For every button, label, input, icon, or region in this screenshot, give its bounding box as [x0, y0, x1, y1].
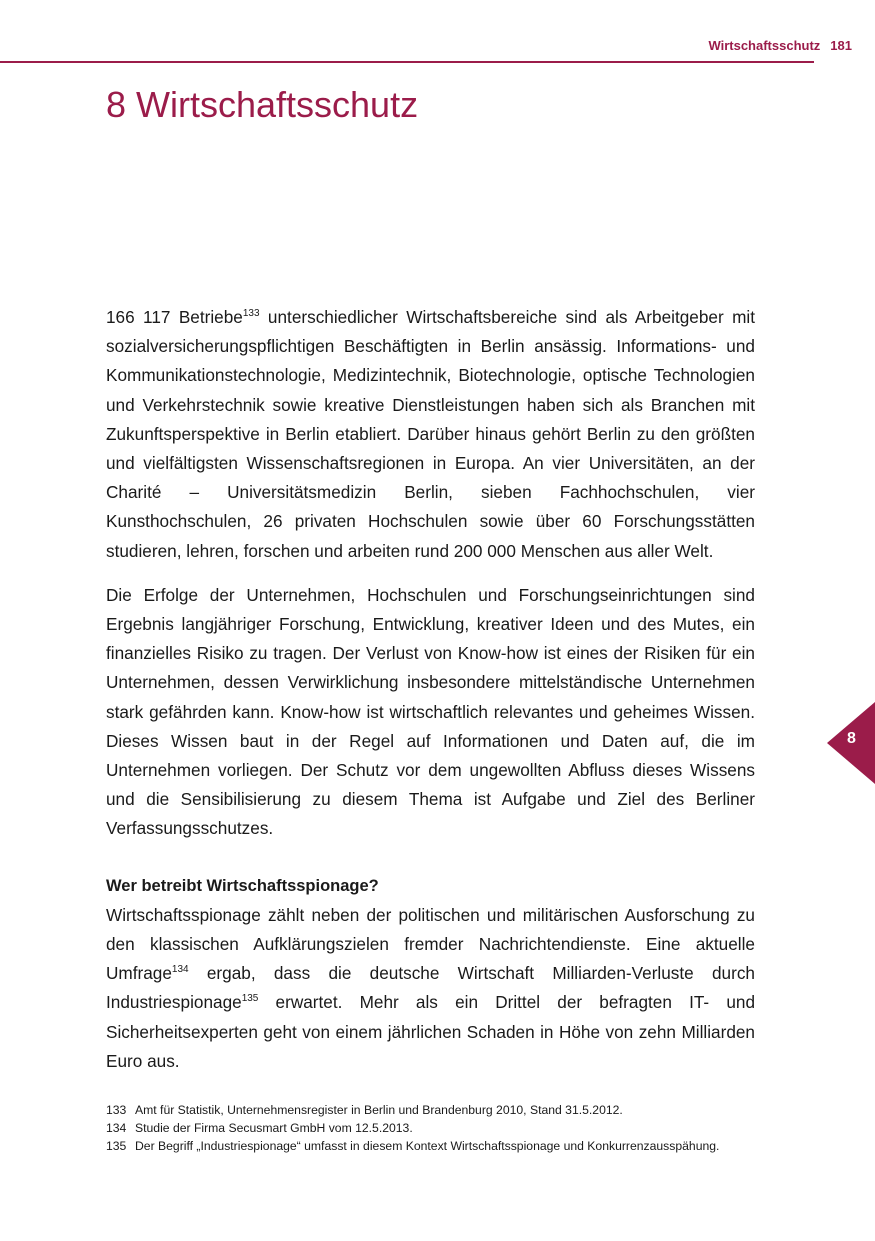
footnote-ref-135[interactable]: 135 — [241, 993, 259, 1005]
running-header — [0, 38, 852, 53]
footnote-text: Studie der Firma Secusmart GmbH vom 12.5.2013. — [135, 1121, 413, 1135]
header-section-title: Wirtschaftsschutz — [708, 38, 821, 53]
paragraph-3-text-a: Wirtschaftsspionage zählt neben der politischen und militärischen Ausforschung zu den klassischen Aufklärungszielen fremder Nachrichtendienste. Eine aktuelle Umfrage — [106, 904, 755, 984]
paragraph-2: Die Erfolge der Unternehmen, Hochschulen und Forschungseinrichtungen sind Ergebnis langjähriger Forschung, Entwicklung, kreativer Ideen und des Mutes, ein finanzielles Risiko zu tragen. Der Verlust von Know-how ist eines der Risiken für ein Unternehmen, dessen Verwirklichung insbesondere mittelständische Unternehmen stark gefährden kann. Know-how ist wirtschaftlich relevantes und geheimes Wissen. Dieses Wissen baut in der Regel auf Informationen und Daten auf, die im Unternehmen vorliegen. Der Schutz vor dem ungewollten Abfluss dieses Wissens und die Sensibilisierung zu diesem Thema ist Aufgabe und Ziel des Berliner Verfassungsschutzes. — [106, 584, 755, 839]
footnote-text: Amt für Statistik, Unternehmensregister in Berlin und Brandenburg 2010, Stand 31.5.2012. — [135, 1103, 623, 1117]
footnote-ref-134[interactable]: 134 — [171, 964, 189, 976]
footnotes — [106, 1101, 766, 1155]
footnote-134 — [106, 1119, 766, 1137]
footnote-number: 134 — [106, 1121, 127, 1135]
paragraph-1 — [106, 303, 755, 566]
header-rule — [0, 61, 814, 63]
paragraph-3-text-c: erwartet. Mehr als ein Drittel der befragten IT- und Sicherheitsexperten geht von einem jährlichen Schaden in Höhe von zehn Milliarden Euro aus. — [106, 992, 755, 1071]
paragraph-1-text-b: unterschiedlicher Wirtschaftsbereiche sind als Arbeitgeber mit sozialversicherungspflichtigen Beschäftigten in Berlin ansässig. Informations- und Kommunikationstechnologie, Medizintechnik, Biotechnologie, optische Technologien und Verkehrstechnik sowie kreative Dienstleistungen haben sich als Branchen mit Zukunftsperspektive in Berlin etabliert. Darüber hinaus gehört Berlin zu den größten und vielfältigsten Wissenschaftsregionen in Europa. An vier Universitäten, an der Charité – Universitätsmedizin Berlin, sieben Fachhochschulen, vier Kunsthochschulen, 26 privaten Hochschulen sowie über 60 Forschungsstätten studieren, lehren, forschen und arbeiten rund 200 000 Menschen aus aller Welt. — [106, 307, 755, 561]
footnote-text: Der Begriff „Industriespionage“ umfasst in diesem Kontext Wirtschaftsspionage und Konkurrenzausspähung. — [135, 1139, 720, 1153]
footnote-133 — [106, 1101, 766, 1119]
section-heading: Wer betreibt Wirtschaftsspionage? — [106, 876, 379, 895]
chapter-title: 8 Wirtschaftsschutz — [106, 84, 419, 125]
page-number: 181 — [830, 38, 852, 53]
footnote-number: 135 — [106, 1139, 127, 1153]
footnote-135 — [106, 1137, 766, 1155]
footnote-number: 133 — [106, 1103, 127, 1117]
body-text — [106, 303, 755, 1091]
chapter-tab-marker[interactable] — [827, 702, 875, 784]
chapter-tab-label: 8 — [847, 730, 856, 747]
paragraph-3 — [106, 901, 755, 1076]
footnote-ref-133[interactable]: 133 — [242, 308, 260, 319]
paragraph-1-text-a: 166 117 Betriebe — [106, 307, 243, 327]
paragraph-3-text-b: ergab, dass die deutsche Wirtschaft Milliarden-Verluste durch Industriespionage — [106, 963, 755, 1013]
